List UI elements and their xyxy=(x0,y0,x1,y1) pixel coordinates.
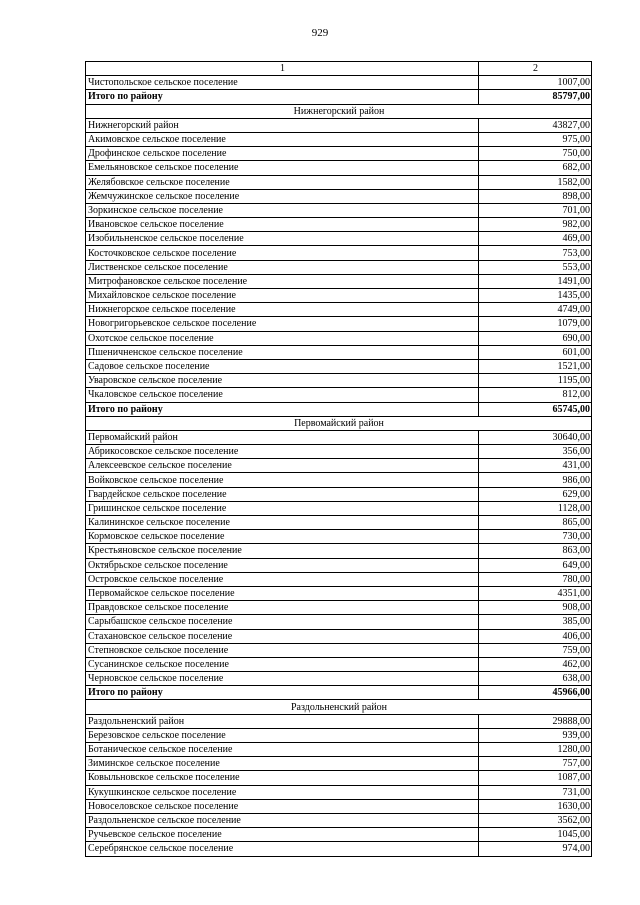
table-row xyxy=(86,558,592,572)
table-row xyxy=(86,246,592,260)
amount: 757,00 xyxy=(479,757,592,771)
amount: 780,00 xyxy=(479,572,592,586)
table-row xyxy=(86,544,592,558)
settlement-name: Ботаническое сельское поселение xyxy=(86,743,479,757)
settlement-name: Митрофановское сельское поселение xyxy=(86,274,479,288)
amount: 750,00 xyxy=(479,147,592,161)
settlement-name: Крестьяновское сельское поселение xyxy=(86,544,479,558)
settlement-name: Кормовское сельское поселение xyxy=(86,530,479,544)
amount: 865,00 xyxy=(479,516,592,530)
table-row xyxy=(86,657,592,671)
table-row xyxy=(86,175,592,189)
amount: 638,00 xyxy=(479,672,592,686)
settlement-name: Первомайский район xyxy=(86,430,479,444)
table-row xyxy=(86,260,592,274)
table-row xyxy=(86,501,592,515)
table-row xyxy=(86,132,592,146)
page-number: 929 xyxy=(311,27,329,39)
settlement-name: Чкаловское сельское поселение xyxy=(86,388,479,402)
table-row xyxy=(86,615,592,629)
amount: 1630,00 xyxy=(479,799,592,813)
settlement-name: Изобильненское сельское поселение xyxy=(86,232,479,246)
settlement-name: Кукушкинское сельское поселение xyxy=(86,785,479,799)
amount: 701,00 xyxy=(479,203,592,217)
amount: 3562,00 xyxy=(479,813,592,827)
settlement-name: Калининское сельское поселение xyxy=(86,516,479,530)
settlement-name: Сарыбашское сельское поселение xyxy=(86,615,479,629)
amount: 30640,00 xyxy=(479,430,592,444)
district-total-row xyxy=(86,402,592,416)
amount: 939,00 xyxy=(479,728,592,742)
amount: 29888,00 xyxy=(479,714,592,728)
column-header-2: 2 xyxy=(479,62,592,76)
district-total-row xyxy=(86,686,592,700)
table-row xyxy=(86,274,592,288)
table-row xyxy=(86,572,592,586)
settlement-name: Уваровское сельское поселение xyxy=(86,374,479,388)
table-row xyxy=(86,629,592,643)
amount: 649,00 xyxy=(479,558,592,572)
amount: 974,00 xyxy=(479,842,592,856)
district-header-row xyxy=(86,700,592,714)
amount: 1582,00 xyxy=(479,175,592,189)
settlement-name: Октябрьское сельское поселение xyxy=(86,558,479,572)
settlement-name: Жемчужинское сельское поселение xyxy=(86,189,479,203)
amount: 982,00 xyxy=(479,218,592,232)
table-row xyxy=(86,487,592,501)
settlement-name: Степновское сельское поселение xyxy=(86,643,479,657)
settlement-name: Правдовское сельское поселение xyxy=(86,601,479,615)
settlement-name: Стахановское сельское поселение xyxy=(86,629,479,643)
table-row xyxy=(86,445,592,459)
settlement-name: Черновское сельское поселение xyxy=(86,672,479,686)
amount: 553,00 xyxy=(479,260,592,274)
settlement-name: Войковское сельское поселение xyxy=(86,473,479,487)
settlement-name: Серебрянское сельское поселение xyxy=(86,842,479,856)
total-amount: 45966,00 xyxy=(479,686,592,700)
table-row xyxy=(86,147,592,161)
amount: 759,00 xyxy=(479,643,592,657)
amount: 1079,00 xyxy=(479,317,592,331)
settlement-name: Зиминское сельское поселение xyxy=(86,757,479,771)
amount: 1087,00 xyxy=(479,771,592,785)
table-row xyxy=(86,232,592,246)
table-row xyxy=(86,743,592,757)
district-header-row xyxy=(86,104,592,118)
table-row xyxy=(86,459,592,473)
table-row xyxy=(86,586,592,600)
amount: 730,00 xyxy=(479,530,592,544)
table-row xyxy=(86,785,592,799)
table-row xyxy=(86,601,592,615)
table-row xyxy=(86,388,592,402)
amount: 4749,00 xyxy=(479,303,592,317)
amount: 1521,00 xyxy=(479,359,592,373)
settlement-name: Охотское сельское поселение xyxy=(86,331,479,345)
settlement-name: Ручьевское сельское поселение xyxy=(86,828,479,842)
settlement-name: Дрофинское сельское поселение xyxy=(86,147,479,161)
table-row xyxy=(86,728,592,742)
settlement-name: Новогригорьевское сельское поселение xyxy=(86,317,479,331)
table-row xyxy=(86,530,592,544)
amount: 1435,00 xyxy=(479,289,592,303)
total-amount: 85797,00 xyxy=(479,90,592,104)
settlement-name: Раздольненское сельское поселение xyxy=(86,813,479,827)
settlement-name: Нижнегорский район xyxy=(86,118,479,132)
settlement-name: Акимовское сельское поселение xyxy=(86,132,479,146)
amount: 356,00 xyxy=(479,445,592,459)
settlement-name: Михайловское сельское поселение xyxy=(86,289,479,303)
amount: 1280,00 xyxy=(479,743,592,757)
amount: 753,00 xyxy=(479,246,592,260)
settlement-name: Березовское сельское поселение xyxy=(86,728,479,742)
table-row xyxy=(86,317,592,331)
amount: 1491,00 xyxy=(479,274,592,288)
amount: 601,00 xyxy=(479,345,592,359)
amount: 462,00 xyxy=(479,657,592,671)
table-row xyxy=(86,430,592,444)
settlement-name: Пшеничненское сельское поселение xyxy=(86,345,479,359)
table-row xyxy=(86,842,592,856)
settlement-name: Раздольненский район xyxy=(86,714,479,728)
table-row xyxy=(86,203,592,217)
table-row xyxy=(86,303,592,317)
total-label: Итого по району xyxy=(86,402,479,416)
settlement-name: Абрикосовское сельское поселение xyxy=(86,445,479,459)
settlement-name: Первомайское сельское поселение xyxy=(86,586,479,600)
table-row xyxy=(86,218,592,232)
settlement-name: Гришинское сельское поселение xyxy=(86,501,479,515)
amount: 1045,00 xyxy=(479,828,592,842)
settlement-name: Нижнегорское сельское поселение xyxy=(86,303,479,317)
table-row xyxy=(86,714,592,728)
district-total-row xyxy=(86,90,592,104)
settlement-name: Лиственское сельское поселение xyxy=(86,260,479,274)
amount: 812,00 xyxy=(479,388,592,402)
district-name: Нижнегорский район xyxy=(86,104,592,118)
amount: 385,00 xyxy=(479,615,592,629)
amount: 863,00 xyxy=(479,544,592,558)
table-row xyxy=(86,118,592,132)
amount: 406,00 xyxy=(479,629,592,643)
table-row xyxy=(86,813,592,827)
amount: 975,00 xyxy=(479,132,592,146)
settlement-name: Чистопольское сельское поселение xyxy=(86,76,479,90)
table-row xyxy=(86,331,592,345)
table-body xyxy=(86,76,592,856)
amount: 629,00 xyxy=(479,487,592,501)
settlement-name: Островское сельское поселение xyxy=(86,572,479,586)
budget-table xyxy=(85,61,592,857)
table-row xyxy=(86,473,592,487)
table-row xyxy=(86,189,592,203)
table-row xyxy=(86,345,592,359)
table-header-row xyxy=(86,62,592,76)
amount: 690,00 xyxy=(479,331,592,345)
amount: 469,00 xyxy=(479,232,592,246)
district-header-row xyxy=(86,416,592,430)
settlement-name: Ивановское сельское поселение xyxy=(86,218,479,232)
amount: 4351,00 xyxy=(479,586,592,600)
table-row xyxy=(86,757,592,771)
table-row xyxy=(86,374,592,388)
amount: 682,00 xyxy=(479,161,592,175)
settlement-name: Ковыльновское сельское поселение xyxy=(86,771,479,785)
amount: 898,00 xyxy=(479,189,592,203)
table-row xyxy=(86,771,592,785)
district-name: Раздольненский район xyxy=(86,700,592,714)
table-row xyxy=(86,828,592,842)
settlement-name: Новоселовское сельское поселение xyxy=(86,799,479,813)
amount: 986,00 xyxy=(479,473,592,487)
settlement-name: Желябовское сельское поселение xyxy=(86,175,479,189)
settlement-name: Зоркинское сельское поселение xyxy=(86,203,479,217)
table-row xyxy=(86,161,592,175)
settlement-name: Сусанинское сельское поселение xyxy=(86,657,479,671)
amount: 731,00 xyxy=(479,785,592,799)
district-name: Первомайский район xyxy=(86,416,592,430)
table-row xyxy=(86,289,592,303)
amount: 431,00 xyxy=(479,459,592,473)
amount: 43827,00 xyxy=(479,118,592,132)
settlement-name: Садовое сельское поселение xyxy=(86,359,479,373)
table-row xyxy=(86,516,592,530)
total-label: Итого по району xyxy=(86,90,479,104)
settlement-name: Косточковское сельское поселение xyxy=(86,246,479,260)
amount: 1007,00 xyxy=(479,76,592,90)
table-row xyxy=(86,672,592,686)
total-amount: 65745,00 xyxy=(479,402,592,416)
table-row xyxy=(86,799,592,813)
settlement-name: Гвардейское сельское поселение xyxy=(86,487,479,501)
amount: 908,00 xyxy=(479,601,592,615)
table-row xyxy=(86,643,592,657)
amount: 1128,00 xyxy=(479,501,592,515)
table-row xyxy=(86,359,592,373)
total-label: Итого по району xyxy=(86,686,479,700)
table-row xyxy=(86,76,592,90)
column-header-1: 1 xyxy=(86,62,479,76)
settlement-name: Емельяновское сельское поселение xyxy=(86,161,479,175)
amount: 1195,00 xyxy=(479,374,592,388)
settlement-name: Алексеевское сельское поселение xyxy=(86,459,479,473)
